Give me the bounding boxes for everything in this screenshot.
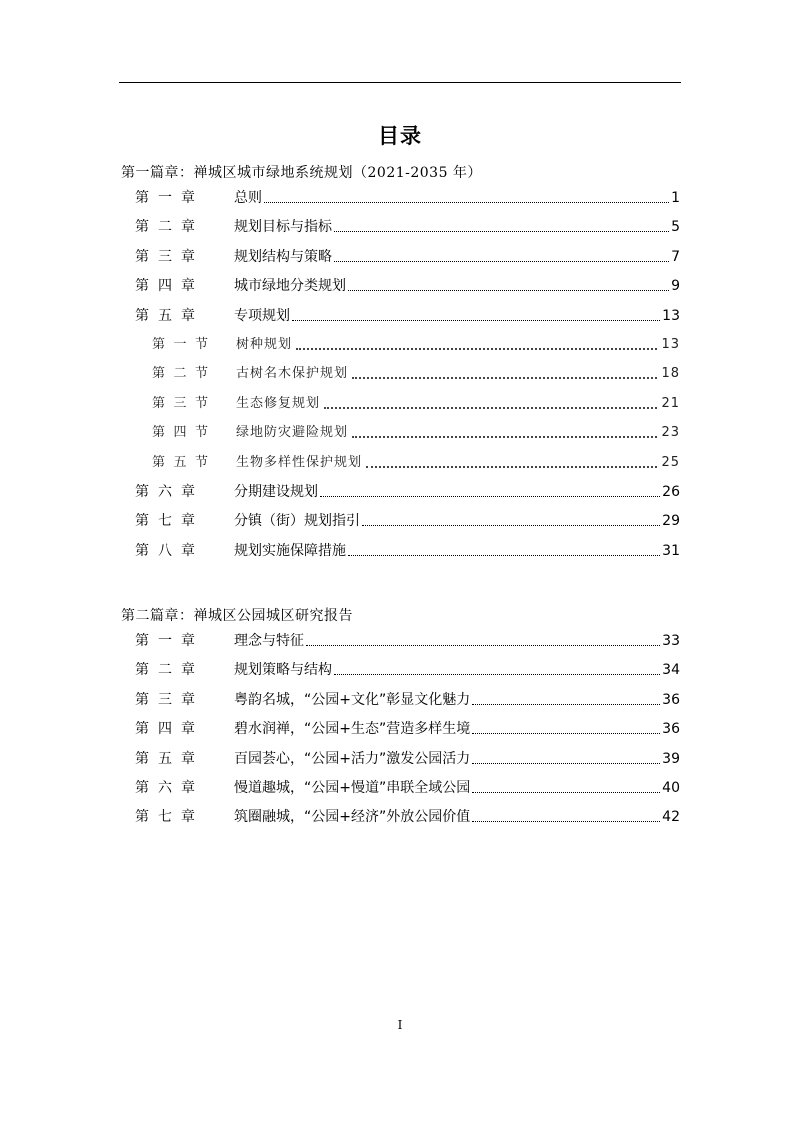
toc-label-char: 第 <box>135 190 149 206</box>
toc-label-char: 第 <box>135 278 149 295</box>
toc-entry-label <box>135 187 195 209</box>
toc-label-char: 第 <box>135 780 149 796</box>
toc-label-char: 第 <box>152 454 166 470</box>
toc-entry <box>236 334 680 356</box>
toc-chapter-row[interactable] <box>0 689 800 711</box>
toc-chapter-row[interactable] <box>0 630 800 652</box>
toc-section-row[interactable] <box>0 393 800 415</box>
toc-entry-title: 理念与特征 <box>234 633 304 649</box>
toc-entry-page: 36 <box>662 721 680 738</box>
toc-label-char: 章 <box>181 809 195 826</box>
toc-label-char: 第 <box>135 633 149 649</box>
dot-leader <box>334 230 669 232</box>
dot-leader <box>292 319 660 321</box>
toc-entry-page: 5 <box>671 219 680 236</box>
toc-label-char: 三 <box>158 248 172 265</box>
toc-label-char: 七 <box>158 513 172 530</box>
toc-entry-page: 42 <box>662 809 680 826</box>
toc-entry-page: 31 <box>662 542 680 559</box>
dot-leader <box>306 644 660 646</box>
dot-leader <box>348 289 669 291</box>
toc-label-char: 二 <box>173 366 187 382</box>
toc-chapter-row[interactable] <box>0 275 800 297</box>
toc-label-char: 节 <box>194 425 208 441</box>
toc-entry-title: 生态修复规划 <box>236 395 321 411</box>
toc-label-char: 章 <box>181 307 195 324</box>
toc-chapter-row[interactable] <box>0 481 800 503</box>
toc-label-char: 第 <box>135 513 149 530</box>
dot-leader <box>264 201 669 203</box>
dot-leader <box>348 554 660 556</box>
toc-entry-title: 专项规划 <box>234 307 290 324</box>
toc-label-char: 五 <box>158 307 172 324</box>
toc-label-char: 节 <box>194 395 208 411</box>
toc-chapter-row[interactable] <box>0 659 800 681</box>
toc-entry-label <box>135 305 195 327</box>
toc-entry-title: 分镇（街）规划指引 <box>234 513 360 530</box>
toc-label-char: 节 <box>194 337 208 352</box>
header-rule <box>119 82 681 83</box>
toc-entry <box>234 748 680 770</box>
toc-label-char: 四 <box>158 278 172 295</box>
toc-entry-label <box>135 718 195 740</box>
toc-chapter-row[interactable] <box>0 748 800 770</box>
toc-label-char: 章 <box>181 542 195 559</box>
toc-entry <box>234 275 680 297</box>
toc-entry-page: 34 <box>662 662 680 679</box>
part-heading: 第一篇章：禅城区城市绿地系统规划（2021-2035 年） <box>121 165 482 181</box>
toc-entry-title: 规划策略与结构 <box>234 662 332 679</box>
toc-chapter-row[interactable] <box>0 777 800 799</box>
toc-label-char: 章 <box>181 278 195 295</box>
toc-chapter-row[interactable] <box>0 305 800 327</box>
toc-entry-label <box>135 540 195 562</box>
toc-section-row[interactable] <box>0 334 800 356</box>
toc-entry-label <box>152 452 208 474</box>
dot-leader <box>296 347 657 350</box>
toc-entry <box>234 305 680 327</box>
toc-label-char: 第 <box>135 691 149 708</box>
toc-entry-label <box>135 246 195 268</box>
toc-entry-page: 25 <box>661 454 680 470</box>
toc-entry-label <box>135 806 195 828</box>
toc-entry-label <box>135 659 195 681</box>
toc-entry-title: 规划实施保障措施 <box>234 542 346 559</box>
toc-entry <box>234 806 680 828</box>
toc-entry-label <box>135 630 195 652</box>
toc-label-char: 二 <box>158 662 172 679</box>
toc-chapter-row[interactable] <box>0 246 800 268</box>
toc-entry-page: 1 <box>671 190 680 206</box>
toc-label-char: 七 <box>158 809 172 826</box>
toc-label-char: 章 <box>181 691 195 708</box>
toc-label-char: 第 <box>135 484 149 500</box>
toc-entry-label <box>135 275 195 297</box>
toc-label-char: 章 <box>181 750 195 767</box>
toc-chapter-row[interactable] <box>0 510 800 532</box>
toc-entry-page: 18 <box>661 366 680 382</box>
dot-leader <box>334 260 669 262</box>
toc-entry-title: 碧水润禅，“公园+生态”营造多样生境 <box>234 721 471 738</box>
toc-label-char: 五 <box>173 454 187 470</box>
toc-title: 目录 <box>378 124 422 148</box>
toc-entry-page: 36 <box>662 691 680 708</box>
toc-entry-title: 规划目标与指标 <box>234 219 332 236</box>
toc-entry-title: 古树名木保护规划 <box>236 366 349 382</box>
toc-entry-title: 城市绿地分类规划 <box>234 278 346 295</box>
toc-entry <box>234 718 680 740</box>
toc-label-char: 二 <box>158 219 172 236</box>
toc-entry-label <box>152 422 208 444</box>
toc-entry-page: 13 <box>661 337 680 352</box>
toc-entry-label <box>135 689 195 711</box>
toc-entry-title: 分期建设规划 <box>234 484 318 500</box>
toc-label-char: 一 <box>173 337 187 352</box>
toc-entry <box>236 422 680 444</box>
toc-label-char: 节 <box>194 366 208 382</box>
toc-chapter-row[interactable] <box>0 187 800 209</box>
toc-entry-page: 23 <box>661 425 680 441</box>
dot-leader <box>334 673 660 675</box>
toc-label-char: 第 <box>135 809 149 826</box>
toc-entry-page: 26 <box>662 484 680 500</box>
toc-label-char: 节 <box>194 454 208 470</box>
toc-label-char: 三 <box>158 691 172 708</box>
toc-label-char: 一 <box>158 633 172 649</box>
toc-entry <box>234 540 680 562</box>
part-heading: 第二篇章：禅城区公园城区研究报告 <box>121 608 353 624</box>
toc-entry-title: 粤韵名城，“公园+文化”彰显文化魅力 <box>234 691 471 708</box>
toc-label-char: 第 <box>135 662 149 679</box>
toc-entry <box>234 777 680 799</box>
toc-label-char: 第 <box>135 750 149 767</box>
toc-label-char: 三 <box>173 395 187 411</box>
toc-entry <box>234 630 680 652</box>
dot-leader <box>362 524 660 526</box>
dot-leader <box>352 376 657 379</box>
toc-label-char: 第 <box>135 721 149 738</box>
toc-chapter-row[interactable] <box>0 540 800 562</box>
dot-leader <box>324 406 657 409</box>
dot-leader <box>352 435 657 438</box>
toc-label-char: 第 <box>135 219 149 236</box>
dot-leader <box>472 703 660 705</box>
dot-leader <box>472 732 660 734</box>
toc-entry-title: 绿地防灾避险规划 <box>236 425 349 441</box>
dot-leader <box>320 495 660 497</box>
toc-label-char: 章 <box>181 513 195 530</box>
toc-entry <box>236 452 680 474</box>
toc-entry <box>234 187 680 209</box>
toc-entry <box>234 510 680 532</box>
toc-entry-label <box>152 393 208 415</box>
toc-entry-title: 生物多样性保护规划 <box>236 454 363 470</box>
toc-entry-label <box>135 216 195 238</box>
toc-label-char: 第 <box>135 542 149 559</box>
dot-leader <box>472 820 660 822</box>
toc-label-char: 六 <box>158 780 172 796</box>
toc-entry-page: 33 <box>662 633 680 649</box>
toc-chapter-row[interactable] <box>0 718 800 740</box>
toc-entry-title: 百园荟心，“公园+活力”激发公园活力 <box>234 750 471 767</box>
toc-label-char: 章 <box>181 721 195 738</box>
toc-entry-label <box>135 777 195 799</box>
toc-entry-page: 21 <box>661 395 680 411</box>
toc-label-char: 章 <box>181 662 195 679</box>
toc-entry <box>236 393 680 415</box>
toc-label-char: 六 <box>158 484 172 500</box>
toc-label-char: 第 <box>135 248 149 265</box>
toc-entry-label <box>152 363 208 385</box>
toc-chapter-row[interactable] <box>0 216 800 238</box>
toc-label-char: 章 <box>181 219 195 236</box>
toc-label-char: 四 <box>158 721 172 738</box>
toc-entry-page: 29 <box>662 513 680 530</box>
dot-leader <box>472 762 660 764</box>
page-number: I <box>397 1018 403 1032</box>
toc-entry <box>234 216 680 238</box>
toc-entry <box>234 481 680 503</box>
toc-entry-page: 40 <box>662 780 680 796</box>
toc-section-row[interactable] <box>0 452 800 474</box>
toc-label-char: 第 <box>152 395 166 411</box>
toc-entry-page: 39 <box>662 750 680 767</box>
toc-section-row[interactable] <box>0 363 800 385</box>
toc-label-char: 章 <box>181 484 195 500</box>
toc-entry-label <box>135 748 195 770</box>
toc-entry <box>234 246 680 268</box>
toc-section-row[interactable] <box>0 422 800 444</box>
toc-entry-page: 13 <box>662 307 680 324</box>
toc-label-char: 章 <box>181 190 195 206</box>
toc-label-char: 第 <box>135 307 149 324</box>
toc-label-char: 第 <box>152 366 166 382</box>
toc-entry-page: 9 <box>671 278 680 295</box>
toc-chapter-row[interactable] <box>0 806 800 828</box>
toc-entry-label <box>135 510 195 532</box>
toc-entry-title: 树种规划 <box>236 337 293 352</box>
toc-entry-title: 规划结构与策略 <box>234 248 332 265</box>
toc-label-char: 第 <box>152 425 166 441</box>
toc-label-char: 一 <box>158 190 172 206</box>
toc-entry <box>236 363 680 385</box>
toc-entry-label <box>135 481 195 503</box>
toc-label-char: 五 <box>158 750 172 767</box>
toc-entry-title: 慢道趣城，“公园+慢道”串联全域公园 <box>234 780 471 796</box>
toc-entry <box>234 659 680 681</box>
toc-label-char: 四 <box>173 425 187 441</box>
dot-leader <box>366 465 657 468</box>
toc-label-char: 第 <box>152 337 166 352</box>
dot-leader <box>472 791 660 793</box>
toc-label-char: 八 <box>158 542 172 559</box>
toc-entry-label <box>152 334 208 356</box>
toc-label-char: 章 <box>181 780 195 796</box>
toc-label-char: 章 <box>181 633 195 649</box>
toc-entry-title: 总则 <box>234 190 262 206</box>
toc-entry <box>234 689 680 711</box>
toc-entry-page: 7 <box>671 248 680 265</box>
toc-entry-title: 筑圈融城，“公园+经济”外放公园价值 <box>234 809 471 826</box>
toc-label-char: 章 <box>181 248 195 265</box>
